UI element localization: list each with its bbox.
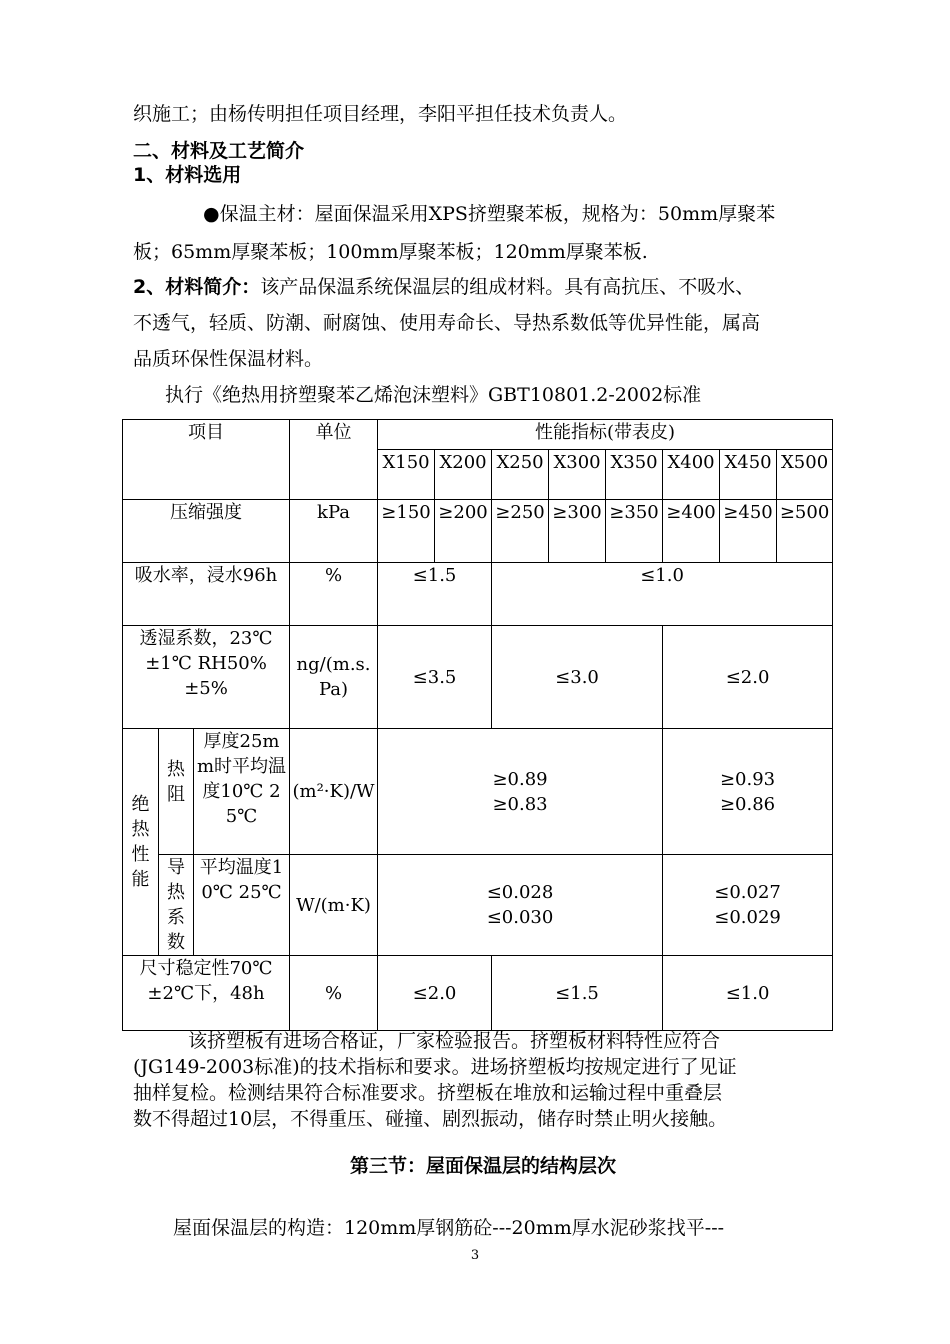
value-cell [378,729,663,855]
body-line: 织施工；由杨传明担任项目经理，李阳平担任技术负责人。 [133,103,628,125]
row-unit: kPa [290,500,378,563]
row-label: 透湿系数，23℃±1℃ RH50%±5% [123,626,290,729]
condition-cell: 厚度25mm时平均温度10℃ 25℃ [194,729,290,855]
value-cell: ≤2.0 [663,626,833,729]
sub-label: 导热系数 [159,855,194,956]
row-label: 吸水率，浸水96h [123,563,290,626]
grade-cell: X500 [777,450,833,500]
value-line: ≥0.89 [492,768,548,790]
value-cell [663,855,833,956]
row-unit: % [290,956,378,1031]
row-unit: (m²·K)/W [290,729,378,855]
body-line: 品质环保性保温材料。 [133,348,324,370]
value-cell: ≥250 [492,500,549,563]
value-cell: ≤1.0 [663,956,833,1031]
grade-cell: X200 [435,450,492,500]
value-cell [663,729,833,855]
body-line: 抽样复检。检测结果符合标准要求。挤塑板在堆放和运输过程中重叠层 [133,1082,723,1104]
value-cell: ≥450 [720,500,777,563]
value-cell: ≤1.0 [492,563,833,626]
row-unit: ng/(m.s.Pa) [290,626,378,729]
spec-table [122,419,833,1031]
inline-heading: 2、材料简介： [133,276,261,298]
value-cell [378,855,663,956]
condition-cell: 平均温度10℃ 25℃ [194,855,290,956]
body-line: ●保温主材：屋面保温采用XPS挤塑聚苯板，规格为：50mm厚聚苯 [203,203,776,225]
grade-cell: X450 [720,450,777,500]
value-cell: ≤3.0 [492,626,663,729]
row-label: 压缩强度 [123,500,290,563]
body-line: 板；65mm厚聚苯板；100mm厚聚苯板；120mm厚聚苯板. [133,241,648,263]
body-line: 不透气，轻质、防潮、耐腐蚀、使用寿命长、导热系数低等优异性能，属高 [133,312,761,334]
body-text: 该产品保温系统保温层的组成材料。具有高抗压、不吸水、 [260,276,755,298]
grade-cell: X250 [492,450,549,500]
grade-cell: X150 [378,450,435,500]
page-number: 3 [470,1248,480,1263]
body-line: 数不得超过10层，不得重压、碰撞、剧烈振动，储存时禁止明火接触。 [133,1108,728,1130]
value-line: ≤0.030 [486,907,554,928]
value-cell: ≤1.5 [378,563,492,626]
value-line: ≥0.86 [719,793,776,815]
body-line [133,269,833,305]
section-title: 第三节：屋面保温层的结构层次 [349,1155,616,1177]
value-cell: ≥150 [378,500,435,563]
row-unit: W/(m·K) [290,855,378,956]
header-item: 项目 [123,420,290,500]
section-heading: 二、材料及工艺简介 [133,140,305,162]
value-line: ≥0.93 [719,768,776,790]
body-line: 该挤塑板有进场合格证，厂家检验报告。挤塑板材料特性应符合 [188,1030,721,1052]
value-cell: ≤2.0 [378,956,492,1031]
value-cell: ≤3.5 [378,626,492,729]
value-line: ≤0.029 [714,907,781,928]
group-label: 绝热性能 [123,729,159,956]
body-line: (JG149-2003标准)的技术指标和要求。进场挤塑板均按规定进行了见证 [133,1056,737,1078]
value-cell: ≥300 [549,500,606,563]
value-cell: ≥400 [663,500,720,563]
standard-line: 执行《绝热用挤塑聚苯乙烯泡沫塑料》GBT10801.2-2002标准 [165,384,702,406]
value-cell: ≥500 [777,500,833,563]
grade-cell: X350 [606,450,663,500]
sub-label: 热阻 [159,729,194,855]
value-cell: ≤1.5 [492,956,663,1031]
value-cell: ≥350 [606,500,663,563]
row-unit: % [290,563,378,626]
value-line: ≤0.027 [714,882,781,903]
header-unit: 单位 [290,420,378,500]
value-line: ≥0.83 [492,793,548,815]
header-performance: 性能指标(带表皮) [378,420,833,450]
row-label: 尺寸稳定性70℃±2℃下，48h [123,956,290,1031]
sub-heading: 1、材料选用 [133,164,242,186]
body-line: 屋面保温层的构造：120mm厚钢筋砼---20mm厚水泥砂浆找平--- [173,1217,725,1239]
grade-cell: X400 [663,450,720,500]
value-line: ≤0.028 [486,882,554,903]
grade-cell: X300 [549,450,606,500]
value-cell: ≥200 [435,500,492,563]
